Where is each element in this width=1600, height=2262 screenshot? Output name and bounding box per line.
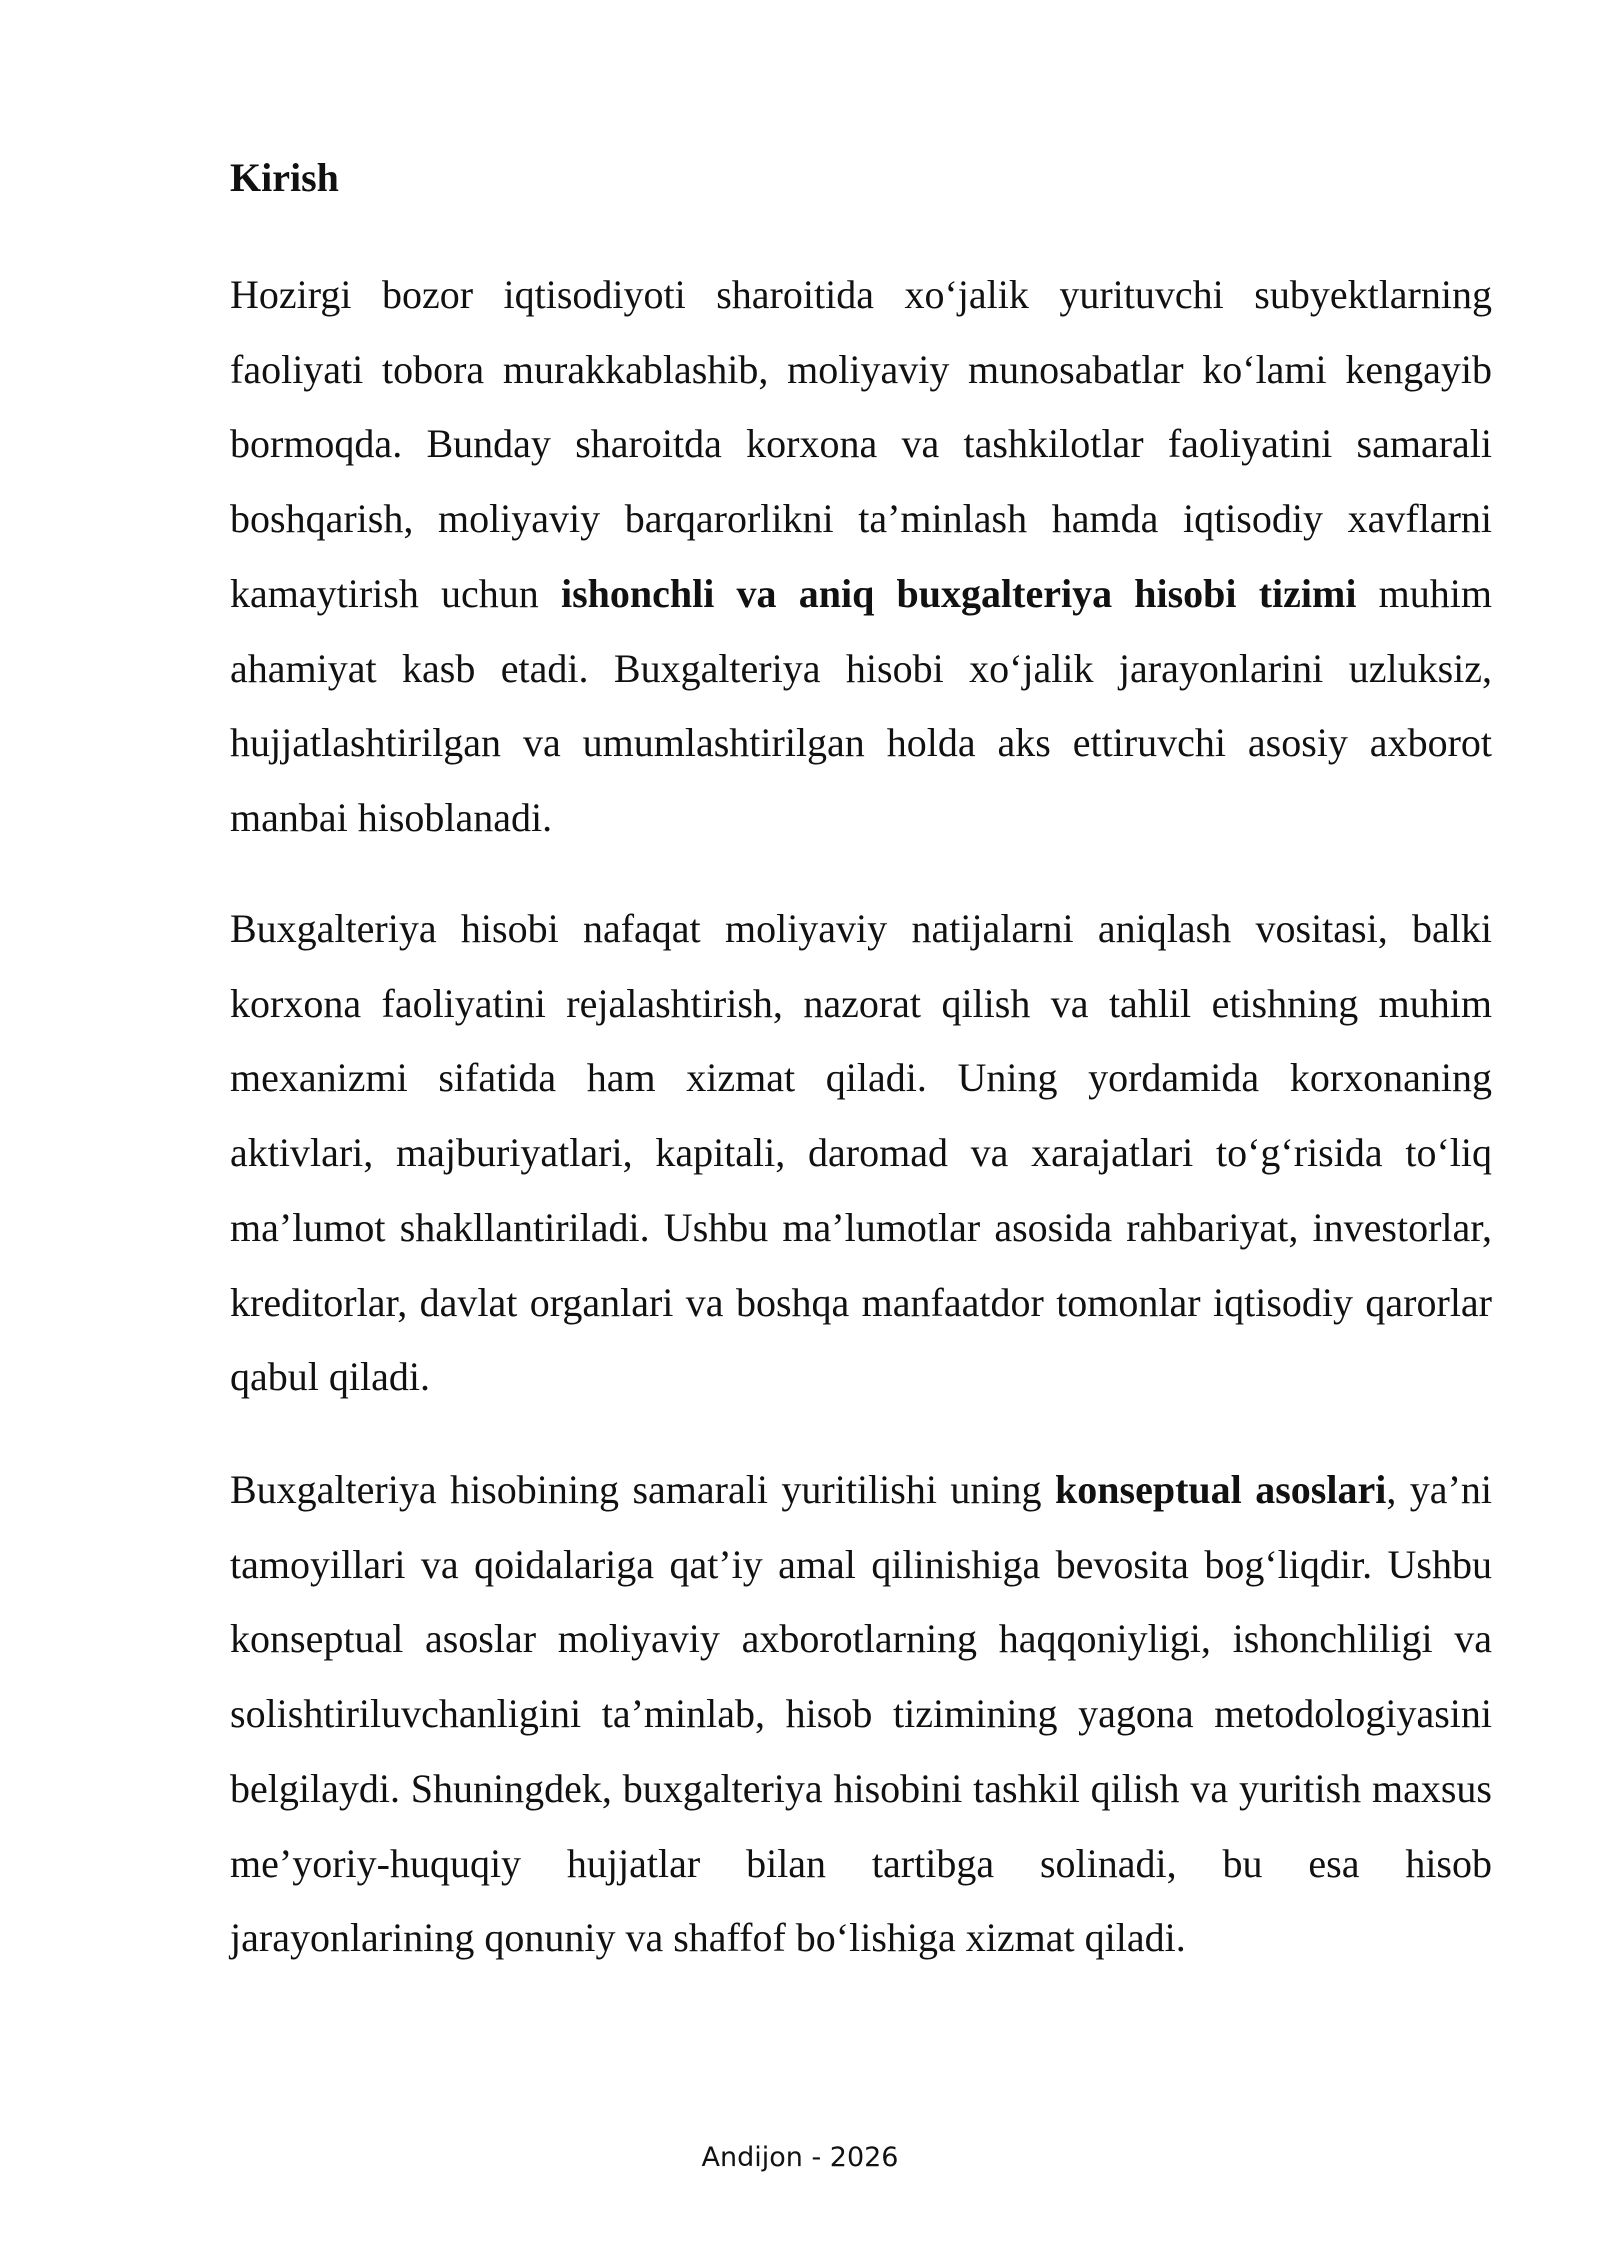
page-footer: Andijon - 2026 — [701, 2142, 899, 2173]
paragraph-3-text-b: , ya’ni tamoyillari va qoidalariga qat’iy amal qilinishiga bevosita bog‘liqdir. Ushbu konseptual asoslar moliyaviy axborotlarning haqqoniyligi, ishonchliligi va solishtiriluvchanligini ta’minlab, hisob tizimining yagona metodologiyasini belgilaydi. Shuningdek, buxgalteriya hisobini tashkil qilish va yuritish maxsus me’yoriy-huquqiy hujjatlar bilan tartibga solinadi, bu esa hisob jarayonlarining qonuniy va shaffof bo‘lishiga xizmat qiladi. — [230, 1467, 1492, 1961]
paragraph-1-text-a: Hozirgi bozor iqtisodiyoti sharoitida xo‘jalik yurituvchi subyektlarning faoliyati tobora murakkablashib, moliyaviy munosabatlar ko‘lami kengayib bormoqda. Bunday sharoitda korxona va tashkilotlar faoliyatini samarali boshqarish, moliyaviy barqarorlikni ta’minlash hamda iqtisodiy xavflarni kamaytirish uchun — [230, 272, 1492, 616]
paragraph-3 — [230, 1453, 1492, 1976]
paragraph-2: Buxgalteriya hisobi nafaqat moliyaviy natijalarni aniqlash vositasi, balki korxona faoliyatini rejalashtirish, nazorat qilish va tahlil etishning muhim mexanizmi sifatida ham xizmat qiladi. Uning yordamida korxonaning aktivlari, majburiyatlari, kapitali, daromad va xarajatlari to‘g‘risida to‘liq ma’lumot shakllantiriladi. Ushbu ma’lumotlar asosida rahbariyat, investorlar, kreditorlar, davlat organlari va boshqa manfaatdor tomonlar iqtisodiy qarorlar qabul qiladi. — [230, 906, 1492, 1400]
paragraph-1 — [230, 258, 1492, 856]
paragraph-1-text-b: muhim ahamiyat kasb etadi. Buxgalteriya hisobi xo‘jalik jarayonlarini uzluksiz, hujjatlashtirilgan va umumlashtirilgan holda aks ettiruvchi asosiy axborot manbai hisoblanadi. — [230, 570, 1492, 840]
paragraph-1-bold-phrase: ishonchli va aniq buxgalteriya hisobi tizimi — [560, 570, 1357, 616]
paragraph-3-text-a: Buxgalteriya hisobining samarali yuritilishi uning — [230, 1467, 1056, 1512]
section-heading: Kirish — [230, 155, 339, 200]
paragraph-3-bold-phrase: konseptual asoslari — [1055, 1467, 1387, 1512]
